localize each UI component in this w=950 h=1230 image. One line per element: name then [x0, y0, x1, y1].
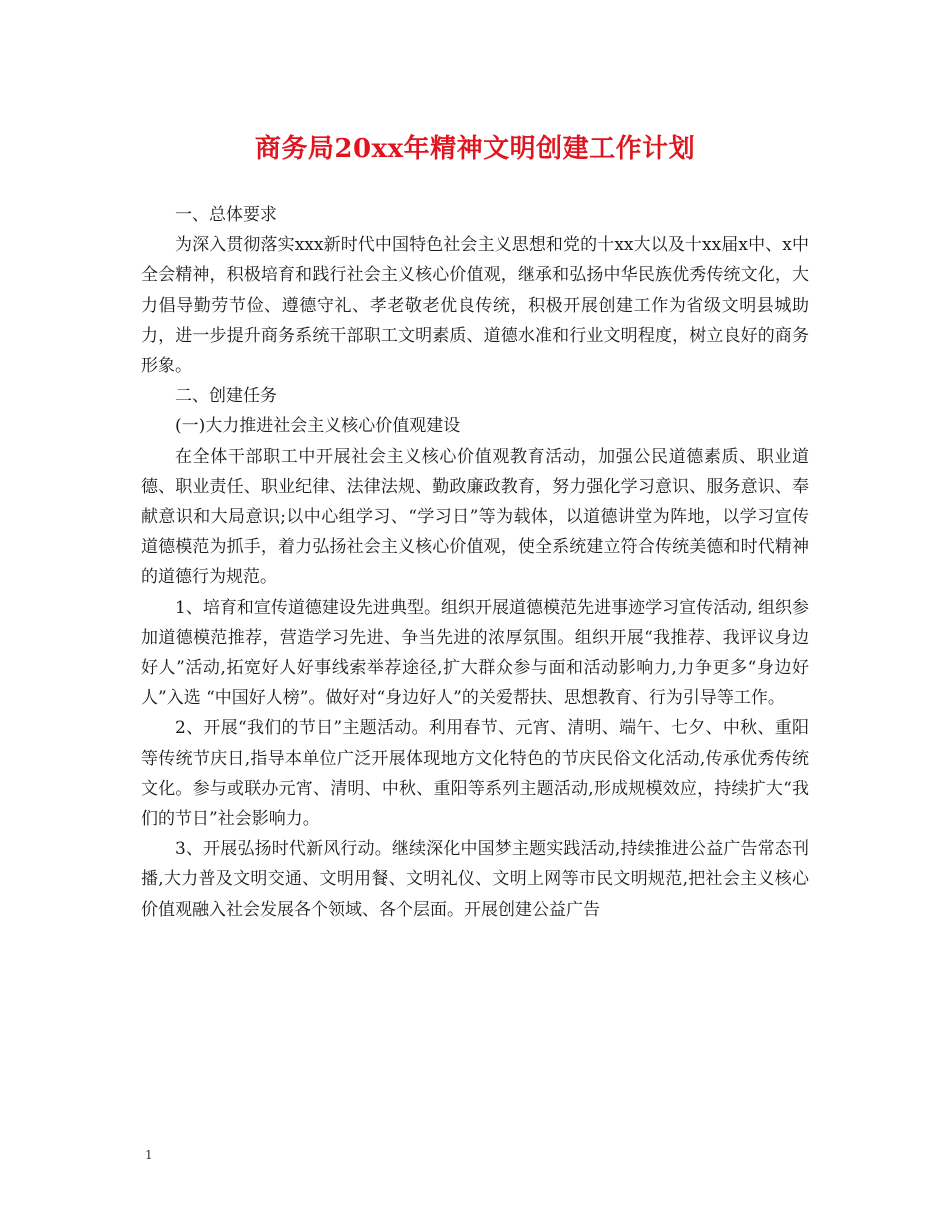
section-heading-general-requirements: 一、总体要求: [175, 205, 277, 225]
page-number: 1: [145, 1148, 153, 1162]
document-body: [141, 200, 809, 925]
document-title: 商务局20xx年精神文明创建工作计划: [254, 134, 696, 164]
paragraph-item-1: 1、培育和宣传道德建设先进典型。组织开展道德模范先进事迹学习宣传活动, 组织参加道德模范推荐，营造学习先进、争当先进的浓厚氛围。组织开展“我推荐、我评议身边好人”活动,拓宽好人好事线索举荐途径,扩大群众参与面和活动影响力,力争更多“身边好人”入选 “中国好人榜”。做好对“身边好人”的关爱帮扶、思想教育、行为引导等工作。: [141, 597, 809, 709]
paragraph-general-requirements: 为深入贯彻落实xxx新时代中国特色社会主义思想和党的十xx大以及十xx届x中、x中全会精神，积极培育和践行社会主义核心价值观，继承和弘扬中华民族优秀传统文化，大力倡导勤劳节俭、遵德守礼、孝老敬老优良传统，积极开展创建工作为省级文明县城助力，进一步提升商务系统干部职工文明素质、道德水准和行业文明程度，树立良好的商务形象。: [141, 235, 809, 377]
section-heading-creation-tasks: 二、创建任务: [175, 386, 277, 407]
paragraph-item-2: 2、开展“我们的节日”主题活动。利用春节、元宵、清明、端午、七夕、中秋、重阳等传统节庆日,指导本单位广泛开展体现地方文化特色的节庆民俗文化活动,传承优秀传统文化。参与或联办元宵、清明、中秋、重阳等系列主题活动,形成规模效应，持续扩大“我们的节日”社会影响力。: [141, 718, 809, 830]
subsection-heading-core-values: (一)大力推进社会主义核心价值观建设: [175, 416, 461, 437]
paragraph-item-3: 3、开展弘扬时代新风行动。继续深化中国梦主题实践活动,持续推进公益广告常态刊播,大力普及文明交通、文明用餐、文明礼仪、文明上网等市民文明规范,把社会主义核心价值观融入社会发展各个领域、各个层面。开展创建公益广告: [141, 839, 809, 920]
paragraph-core-values: 在全体干部职工中开展社会主义核心价值观教育活动，加强公民道德素质、职业道德、职业责任、职业纪律、法律法规、勤政廉政教育，努力强化学习意识、服务意识、奉献意识和大局意识;以中心组学习、“学习日”等为载体，以道德讲堂为阵地，以学习宣传道德模范为抓手，着力弘扬社会主义核心价值观，使全系统建立符合传统美德和时代精神的道德行为规范。: [141, 446, 809, 588]
